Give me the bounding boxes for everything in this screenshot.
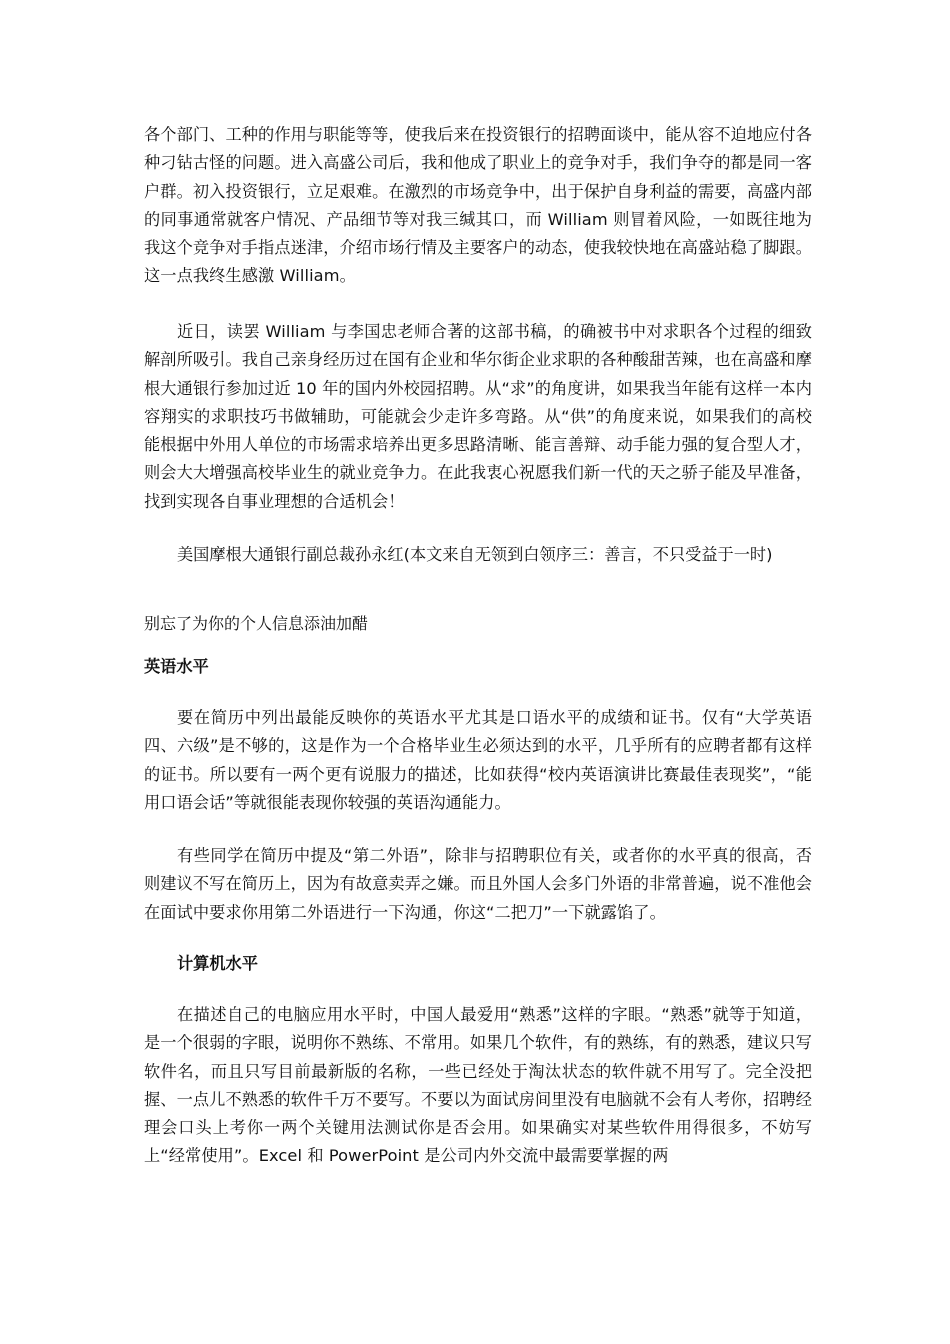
heading-computer-level: 计算机水平 (177, 954, 258, 973)
paragraph-second-language: 有些同学在简历中提及“第二外语”，除非与招聘职位有关，或者你的水平真的很高，否则建议不写在简历上，因为有故意卖弄之嫌。而且外国人会多门外语的非常普遍，说不准他会在面试中要求你用第二外语进行一下沟通，你这“二把刀”一下就露馅了。 (144, 846, 812, 922)
paragraph-english-level: 要在简历中列出最能反映你的英语水平尤其是口语水平的成绩和证书。仅有“大学英语四、六级”是不够的，这是作为一个合格毕业生必须达到的水平，几乎所有的应聘者都有这样的证书。所以要有一两个更有说服力的描述，比如获得“校内英语演讲比赛最佳表现奖”，“能用口语会话”等就很能表现你较强的英语沟通能力。 (144, 708, 812, 812)
author-signature: 美国摩根大通银行副总裁孙永红(本文来自无领到白领序三：善言，不只受益于一时) (177, 545, 773, 564)
section-title: 别忘了为你的个人信息添油加醋 (144, 614, 369, 633)
paragraph-computer-level: 在描述自己的电脑应用水平时，中国人最爱用“熟悉”这样的字眼。“熟悉”就等于知道，是一个很弱的字眼，说明你不熟练、不常用。如果几个软件，有的熟练，有的熟悉，建议只写软件名，而且只写目前最新版的名称，一些已经处于淘汰状态的软件就不用写了。完全没把握、一点儿不熟悉的软件千万不要写。不要以为面试房间里没有电脑就不会有人考你，招聘经理会口头上考你一两个关键用法测试你是否会用。如果确实对某些软件用得很多，不妨写上“经常使用”。Excel 和 PowerPoint 是公司内外交流中最需要掌握的两 (144, 1005, 812, 1166)
paragraph-gratitude-william: 各个部门、工种的作用与职能等等，使我后来在投资银行的招聘面谈中，能从容不迫地应付各种刁钻古怪的问题。进入高盛公司后，我和他成了职业上的竞争对手，我们争夺的都是同一客户群。初入投资银行，立足艰难。在激烈的市场竞争中，出于保护自身利益的需要，高盛内部的同事通常就客户情况、产品细节等对我三缄其口，而 William 则冒着风险，一如既往地为我这个竞争对手指点迷津，介绍市场行情及主要客户的动态，使我较快地在高盛站稳了脚跟。这一点我终生感激 William。 (144, 125, 812, 286)
paragraph-book-review: 近日，读罢 William 与李国忠老师合著的这部书稿，的确被书中对求职各个过程的细致解剖所吸引。我自己亲身经历过在国有企业和华尔街企业求职的各种酸甜苦辣，也在高盛和摩根大通银行参加过近 10 年的国内外校园招聘。从“求”的角度讲，如果我当年能有这样一本内容翔实的求职技巧书做辅助，可能就会少走许多弯路。从“供”的角度来说，如果我们的高校能根据中外用人单位的市场需求培养出更多思路清晰、能言善辩、动手能力强的复合型人才，则会大大增强高校毕业生的就业竞争力。在此我衷心祝愿我们新一代的天之骄子能及早准备，找到实现各自事业理想的合适机会！ (144, 322, 812, 511)
heading-english-level: 英语水平 (144, 657, 209, 676)
